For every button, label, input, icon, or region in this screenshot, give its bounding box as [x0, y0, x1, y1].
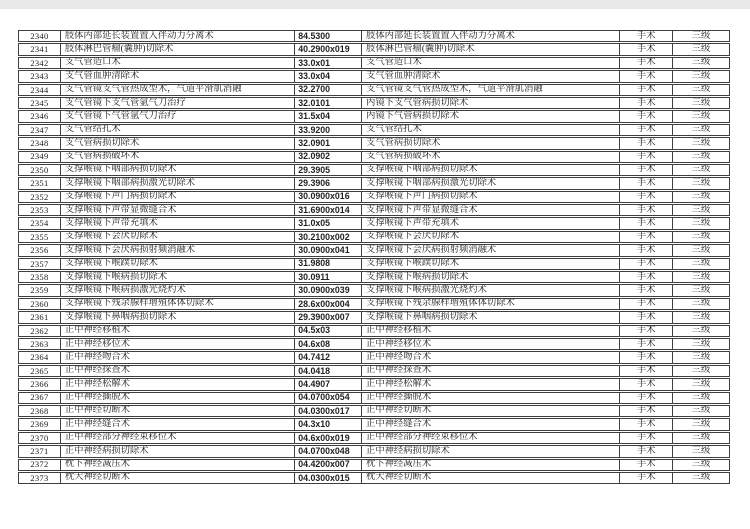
table-row [18, 164, 730, 176]
category-cell: 手术 [619, 110, 673, 122]
procedure-name-cell: 正中神经缝合术 [60, 418, 295, 430]
grade-level-cell: 三级 [672, 325, 730, 337]
icd-code-cell: 04.5x03 [294, 325, 362, 337]
standard-name-cell: 枕下神经减压术 [361, 459, 620, 471]
icd-code-cell: 33.9200 [294, 124, 362, 136]
grade-level-cell: 三级 [672, 217, 730, 229]
table-row [18, 392, 730, 404]
icd-code-cell: 04.7412 [294, 351, 362, 363]
icd-code-cell: 30.0900x016 [294, 191, 362, 203]
standard-name-cell: 支撑喉镜下喉病损激光烧灼术 [361, 284, 620, 296]
standard-name-cell: 正中神经部分神经束移位术 [361, 432, 620, 444]
row-number-cell: 2354 [18, 217, 61, 229]
standard-name-cell: 支撑喉镜下会厌切除术 [361, 231, 620, 243]
icd-code-cell: 30.0900x041 [294, 244, 362, 256]
grade-level-cell: 三级 [672, 351, 730, 363]
standard-name-cell: 正中神经撕脱术 [361, 392, 620, 404]
category-cell: 手术 [619, 151, 673, 163]
row-number-cell: 2366 [18, 378, 61, 390]
grade-level-cell: 三级 [672, 365, 730, 377]
standard-name-cell: 肢体淋巴管瘤(囊肿)切除术 [361, 43, 620, 55]
icd-code-cell: 04.6x08 [294, 338, 362, 350]
standard-name-cell: 正中神经探查术 [361, 365, 620, 377]
icd-code-cell: 04.6x00x019 [294, 432, 362, 444]
procedure-name-cell: 支撑喉镜下喉病损切除术 [60, 271, 295, 283]
grade-level-cell: 三级 [672, 338, 730, 350]
standard-name-cell: 正中神经缝合术 [361, 418, 620, 430]
row-number-cell: 2364 [18, 351, 61, 363]
standard-name-cell: 支气管血肿清除术 [361, 70, 620, 82]
procedure-name-cell: 正中神经部分神经束移位术 [60, 432, 295, 444]
grade-level-cell: 三级 [672, 70, 730, 82]
standard-name-cell: 支撑喉镜下声带显微缝合术 [361, 204, 620, 216]
page-top-strip [0, 0, 750, 9]
grade-level-cell: 三级 [672, 204, 730, 216]
category-cell: 手术 [619, 284, 673, 296]
procedure-name-cell: 支撑喉镜下喉蹼切除术 [60, 258, 295, 270]
table-row [18, 151, 730, 163]
table-row [18, 57, 730, 69]
table-row [18, 110, 730, 122]
table-row [18, 271, 730, 283]
row-number-cell: 2349 [18, 151, 61, 163]
table-row [18, 284, 730, 296]
row-number-cell: 2350 [18, 164, 61, 176]
icd-code-cell: 04.0418 [294, 365, 362, 377]
grade-level-cell: 三级 [672, 311, 730, 323]
icd-code-cell: 33.0x01 [294, 57, 362, 69]
icd-code-cell: 29.3906 [294, 177, 362, 189]
category-cell: 手术 [619, 378, 673, 390]
procedure-name-cell: 支撑喉镜下残余腺样增殖体体切除术 [60, 298, 295, 310]
row-number-cell: 2343 [18, 70, 61, 82]
grade-level-cell: 三级 [672, 124, 730, 136]
table-row [18, 432, 730, 444]
grade-level-cell: 三级 [672, 459, 730, 471]
icd-code-cell: 30.0911 [294, 271, 362, 283]
category-cell: 手术 [619, 311, 673, 323]
procedure-name-cell: 正中神经病损切除术 [60, 445, 295, 457]
category-cell: 手术 [619, 271, 673, 283]
icd-code-cell: 04.4200x007 [294, 459, 362, 471]
category-cell: 手术 [619, 191, 673, 203]
procedure-name-cell: 支撑喉镜下咽部病损切除术 [60, 164, 295, 176]
standard-name-cell: 支撑喉镜下声带充填术 [361, 217, 620, 229]
row-number-cell: 2342 [18, 57, 61, 69]
procedure-name-cell: 支撑喉镜下声带充填术 [60, 217, 295, 229]
procedure-name-cell: 正中神经吻合术 [60, 351, 295, 363]
standard-name-cell: 正中神经吻合术 [361, 351, 620, 363]
category-cell: 手术 [619, 365, 673, 377]
standard-name-cell: 支撑喉镜下会厌病损射频消融术 [361, 244, 620, 256]
table-row [18, 418, 730, 430]
category-cell: 手术 [619, 325, 673, 337]
category-cell: 手术 [619, 30, 673, 42]
procedure-name-cell: 支气管结扎术 [60, 124, 295, 136]
table-row [18, 217, 730, 229]
table-row [18, 97, 730, 109]
grade-level-cell: 三级 [672, 271, 730, 283]
standard-name-cell: 正中神经移位术 [361, 338, 620, 350]
procedure-name-cell: 枕大神经切断术 [60, 472, 295, 484]
table-row [18, 244, 730, 256]
grade-level-cell: 三级 [672, 405, 730, 417]
category-cell: 手术 [619, 204, 673, 216]
grade-level-cell: 三级 [672, 284, 730, 296]
icd-code-cell: 28.6x00x004 [294, 298, 362, 310]
standard-name-cell: 正中神经病损切除术 [361, 445, 620, 457]
procedure-name-cell: 支气管造口术 [60, 57, 295, 69]
icd-code-cell: 31.0x05 [294, 217, 362, 229]
standard-name-cell: 正中神经切断术 [361, 405, 620, 417]
row-number-cell: 2340 [18, 30, 61, 42]
procedure-name-cell: 正中神经切断术 [60, 405, 295, 417]
row-number-cell: 2360 [18, 298, 61, 310]
icd-code-cell: 32.0901 [294, 137, 362, 149]
procedure-grade-table [18, 30, 730, 484]
category-cell: 手术 [619, 124, 673, 136]
table-row [18, 311, 730, 323]
grade-level-cell: 三级 [672, 298, 730, 310]
category-cell: 手术 [619, 351, 673, 363]
grade-level-cell: 三级 [672, 244, 730, 256]
row-number-cell: 2346 [18, 110, 61, 122]
grade-level-cell: 三级 [672, 231, 730, 243]
table-row [18, 124, 730, 136]
row-number-cell: 2361 [18, 311, 61, 323]
category-cell: 手术 [619, 418, 673, 430]
grade-level-cell: 三级 [672, 110, 730, 122]
grade-level-cell: 三级 [672, 84, 730, 96]
grade-level-cell: 三级 [672, 30, 730, 42]
standard-name-cell: 正中神经移植术 [361, 325, 620, 337]
grade-level-cell: 三级 [672, 177, 730, 189]
row-number-cell: 2358 [18, 271, 61, 283]
icd-code-cell: 29.3900x007 [294, 311, 362, 323]
standard-name-cell: 支撑喉镜下喉病损切除术 [361, 271, 620, 283]
table-row [18, 472, 730, 484]
category-cell: 手术 [619, 338, 673, 350]
procedure-name-cell: 肢体淋巴管瘤(囊肿)切除术 [60, 43, 295, 55]
category-cell: 手术 [619, 137, 673, 149]
table-row [18, 84, 730, 96]
procedure-name-cell: 正中神经移位术 [60, 338, 295, 350]
grade-level-cell: 三级 [672, 43, 730, 55]
standard-name-cell: 内镜下气管病损切除术 [361, 110, 620, 122]
category-cell: 手术 [619, 97, 673, 109]
icd-code-cell: 32.0902 [294, 151, 362, 163]
standard-name-cell: 支撑喉镜下鼻咽病损切除术 [361, 311, 620, 323]
procedure-name-cell: 支气管镜下支气管氩气刀治疗 [60, 97, 295, 109]
table-row [18, 30, 730, 42]
icd-code-cell: 31.5x04 [294, 110, 362, 122]
grade-level-cell: 三级 [672, 418, 730, 430]
table-row [18, 378, 730, 390]
table-row [18, 177, 730, 189]
standard-name-cell: 内镜下支气管病损切除术 [361, 97, 620, 109]
procedure-name-cell: 支气管镜支气管热成型术，气道平滑肌消融 [60, 84, 295, 96]
category-cell: 手术 [619, 70, 673, 82]
row-number-cell: 2341 [18, 43, 61, 55]
icd-code-cell: 04.0300x015 [294, 472, 362, 484]
category-cell: 手术 [619, 405, 673, 417]
icd-code-cell: 33.0x04 [294, 70, 362, 82]
grade-level-cell: 三级 [672, 191, 730, 203]
category-cell: 手术 [619, 244, 673, 256]
category-cell: 手术 [619, 217, 673, 229]
table-row [18, 231, 730, 243]
row-number-cell: 2344 [18, 84, 61, 96]
row-number-cell: 2367 [18, 392, 61, 404]
category-cell: 手术 [619, 57, 673, 69]
row-number-cell: 2352 [18, 191, 61, 203]
row-number-cell: 2351 [18, 177, 61, 189]
icd-code-cell: 32.2700 [294, 84, 362, 96]
category-cell: 手术 [619, 432, 673, 444]
procedure-name-cell: 支撑喉镜下咽部病损激光切除术 [60, 177, 295, 189]
row-number-cell: 2355 [18, 231, 61, 243]
procedure-name-cell: 支撑喉镜下会厌切除术 [60, 231, 295, 243]
standard-name-cell: 支撑喉镜下声门病损切除术 [361, 191, 620, 203]
row-number-cell: 2348 [18, 137, 61, 149]
row-number-cell: 2353 [18, 204, 61, 216]
procedure-name-cell: 支撑喉镜下喉病损激光烧灼术 [60, 284, 295, 296]
standard-name-cell: 支撑喉镜下咽部病损激光切除术 [361, 177, 620, 189]
category-cell: 手术 [619, 177, 673, 189]
category-cell: 手术 [619, 231, 673, 243]
standard-name-cell: 支气管病损破坏术 [361, 151, 620, 163]
row-number-cell: 2368 [18, 405, 61, 417]
table-row [18, 137, 730, 149]
row-number-cell: 2347 [18, 124, 61, 136]
category-cell: 手术 [619, 472, 673, 484]
icd-code-cell: 31.9808 [294, 258, 362, 270]
row-number-cell: 2363 [18, 338, 61, 350]
standard-name-cell: 支气管镜支气管热成型术，气道平滑肌消融 [361, 84, 620, 96]
row-number-cell: 2370 [18, 432, 61, 444]
table-row [18, 70, 730, 82]
row-number-cell: 2369 [18, 418, 61, 430]
table-row [18, 325, 730, 337]
icd-code-cell: 04.0700x048 [294, 445, 362, 457]
row-number-cell: 2345 [18, 97, 61, 109]
procedure-name-cell: 支气管病损破坏术 [60, 151, 295, 163]
grade-level-cell: 三级 [672, 97, 730, 109]
table-row [18, 445, 730, 457]
grade-level-cell: 三级 [672, 164, 730, 176]
icd-code-cell: 30.0900x039 [294, 284, 362, 296]
standard-name-cell: 支撑喉镜下咽部病损切除术 [361, 164, 620, 176]
row-number-cell: 2359 [18, 284, 61, 296]
row-number-cell: 2365 [18, 365, 61, 377]
row-number-cell: 2356 [18, 244, 61, 256]
table-row [18, 191, 730, 203]
icd-code-cell: 32.0101 [294, 97, 362, 109]
category-cell: 手术 [619, 392, 673, 404]
icd-code-cell: 30.2100x002 [294, 231, 362, 243]
row-number-cell: 2372 [18, 459, 61, 471]
procedure-name-cell: 肢体内部延长装置置入伴动力分离术 [60, 30, 295, 42]
grade-level-cell: 三级 [672, 378, 730, 390]
category-cell: 手术 [619, 43, 673, 55]
procedure-name-cell: 支气管镜下气管氩气刀治疗 [60, 110, 295, 122]
table-row [18, 365, 730, 377]
procedure-name-cell: 正中神经松解术 [60, 378, 295, 390]
table-row [18, 338, 730, 350]
category-cell: 手术 [619, 84, 673, 96]
procedure-name-cell: 正中神经撕脱术 [60, 392, 295, 404]
table-row [18, 351, 730, 363]
standard-name-cell: 支气管造口术 [361, 57, 620, 69]
procedure-name-cell: 支撑喉镜下会厌病损射频消融术 [60, 244, 295, 256]
table-row [18, 405, 730, 417]
table-row [18, 258, 730, 270]
icd-code-cell: 29.3905 [294, 164, 362, 176]
icd-code-cell: 31.6900x014 [294, 204, 362, 216]
standard-name-cell: 支气管病损切除术 [361, 137, 620, 149]
grade-level-cell: 三级 [672, 392, 730, 404]
icd-code-cell: 04.3x10 [294, 418, 362, 430]
row-number-cell: 2371 [18, 445, 61, 457]
icd-code-cell: 04.4907 [294, 378, 362, 390]
grade-level-cell: 三级 [672, 57, 730, 69]
grade-level-cell: 三级 [672, 445, 730, 457]
procedure-name-cell: 支撑喉镜下鼻咽病损切除术 [60, 311, 295, 323]
category-cell: 手术 [619, 164, 673, 176]
category-cell: 手术 [619, 298, 673, 310]
standard-name-cell: 正中神经松解术 [361, 378, 620, 390]
grade-level-cell: 三级 [672, 472, 730, 484]
category-cell: 手术 [619, 258, 673, 270]
icd-code-cell: 40.2900x019 [294, 43, 362, 55]
standard-name-cell: 枕大神经切断术 [361, 472, 620, 484]
procedure-name-cell: 支气管病损切除术 [60, 137, 295, 149]
grade-level-cell: 三级 [672, 137, 730, 149]
grade-level-cell: 三级 [672, 151, 730, 163]
row-number-cell: 2362 [18, 325, 61, 337]
grade-level-cell: 三级 [672, 258, 730, 270]
table-row [18, 459, 730, 471]
grade-level-cell: 三级 [672, 432, 730, 444]
standard-name-cell: 肢体内部延长装置置入伴动力分离术 [361, 30, 620, 42]
procedure-name-cell: 枕下神经减压术 [60, 459, 295, 471]
procedure-name-cell: 正中神经探查术 [60, 365, 295, 377]
category-cell: 手术 [619, 459, 673, 471]
procedure-name-cell: 支气管血肿清除术 [60, 70, 295, 82]
procedure-name-cell: 支撑喉镜下声门病损切除术 [60, 191, 295, 203]
procedure-name-cell: 支撑喉镜下声带显微缝合术 [60, 204, 295, 216]
procedure-name-cell: 正中神经移植术 [60, 325, 295, 337]
row-number-cell: 2373 [18, 472, 61, 484]
table-row [18, 43, 730, 55]
icd-code-cell: 84.5300 [294, 30, 362, 42]
standard-name-cell: 支气管结扎术 [361, 124, 620, 136]
standard-name-cell: 支撑喉镜下喉蹼切除术 [361, 258, 620, 270]
icd-code-cell: 04.0700x054 [294, 392, 362, 404]
icd-code-cell: 04.0300x017 [294, 405, 362, 417]
row-number-cell: 2357 [18, 258, 61, 270]
standard-name-cell: 支撑喉镜下残余腺样增殖体体切除术 [361, 298, 620, 310]
table-row [18, 298, 730, 310]
table-row [18, 204, 730, 216]
category-cell: 手术 [619, 445, 673, 457]
